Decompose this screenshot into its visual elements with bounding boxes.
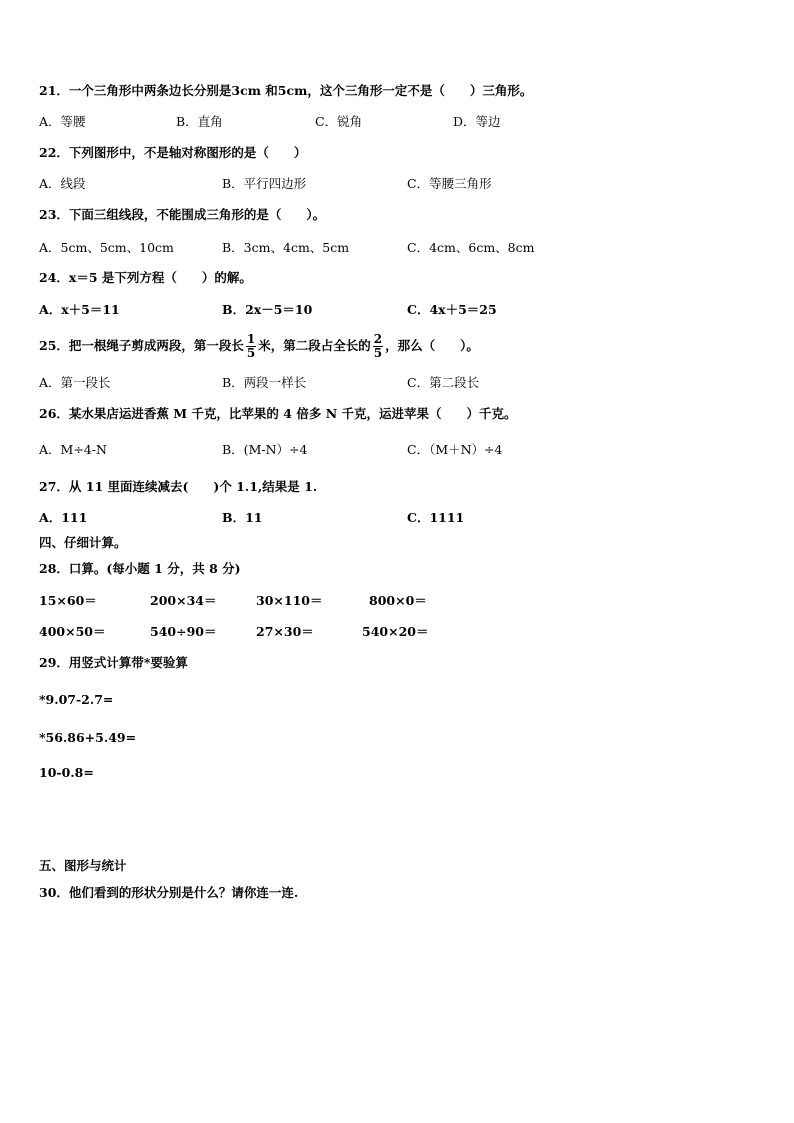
question-24: 24．x＝5 是下列方程（ ）的解。 — [39, 270, 252, 285]
question-24-options — [39, 299, 739, 321]
question-21: 21．一个三角形中两条边长分别是3cm 和5cm，这个三角形一定不是（ ）三角形。 — [39, 83, 533, 98]
option-c[interactable]: C．4x＋5＝25 — [407, 302, 497, 317]
calc-item: 800×0＝ — [369, 593, 427, 608]
option-c[interactable]: C．锐角 — [315, 114, 363, 129]
option-b[interactable]: B．2x－5＝10 — [222, 302, 313, 317]
option-a[interactable]: A．5cm、5cm、10cm — [39, 240, 174, 255]
fraction-denominator: 5 — [246, 346, 256, 360]
option-b[interactable]: B．两段一样长 — [222, 375, 307, 390]
option-d[interactable]: D．等边 — [453, 114, 501, 129]
vertical-calc-item: *56.86+5.49= — [39, 730, 137, 745]
calc-item: 540×20＝ — [362, 624, 429, 639]
vertical-calc-item: 10-0.8= — [39, 765, 94, 780]
option-c[interactable]: C．等腰三角形 — [407, 176, 492, 191]
calc-item: 200×34＝ — [150, 593, 217, 608]
question-28: 28．口算。(每小题 1 分，共 8 分) — [39, 561, 241, 576]
fraction-one-fifth — [246, 333, 256, 360]
question-27: 27．从 11 里面连续减去( )个 1.1,结果是 1. — [39, 479, 318, 494]
calc-item: 15×60＝ — [39, 593, 97, 608]
fraction-denominator: 5 — [373, 346, 383, 360]
option-b[interactable]: B．(M-N）÷4 — [222, 442, 308, 457]
question-30: 30．他们看到的形状分别是什么？请你连一连. — [39, 885, 299, 900]
question-23-options — [39, 237, 739, 259]
option-c[interactable]: C．4cm、6cm、8cm — [407, 240, 535, 255]
option-a[interactable]: A．x＋5＝11 — [39, 302, 120, 317]
option-a[interactable]: A．第一段长 — [39, 375, 111, 390]
mental-math-row-2 — [39, 621, 739, 643]
option-a[interactable]: A．等腰 — [39, 114, 86, 129]
question-27-options — [39, 507, 739, 529]
option-c[interactable]: C．1111 — [407, 510, 465, 525]
calc-item: 30×110＝ — [256, 593, 323, 608]
option-c[interactable]: C．（M＋N）÷4 — [407, 442, 503, 457]
question-25-options — [39, 372, 739, 394]
question-23: 23．下面三组线段，不能围成三角形的是（ ）。 — [39, 207, 326, 222]
question-25-prefix: 25．把一根绳子剪成两段，第一段长 — [39, 338, 244, 353]
question-25-suffix: ，那么（ ）。 — [385, 338, 479, 353]
option-b[interactable]: B．直角 — [176, 114, 223, 129]
calc-item: 27×30＝ — [256, 624, 314, 639]
option-a[interactable]: A．111 — [39, 510, 88, 525]
option-a[interactable]: A．M÷4-N — [39, 442, 107, 457]
option-b[interactable]: B．11 — [222, 510, 263, 525]
question-29: 29．用竖式计算带*要验算 — [39, 655, 188, 670]
fraction-numerator: 2 — [373, 332, 383, 346]
calc-item: 540÷90＝ — [150, 624, 217, 639]
question-26-options — [39, 439, 739, 461]
vertical-calc-item: *9.07-2.7= — [39, 692, 114, 707]
question-22: 22．下列图形中，不是轴对称图形的是（ ） — [39, 145, 307, 160]
question-25 — [39, 328, 479, 364]
calc-item: 400×50＝ — [39, 624, 106, 639]
question-26: 26．某水果店运进香蕉 M 千克，比苹果的 4 倍多 N 千克，运进苹果（ ）千克。 — [39, 406, 517, 421]
question-21-options — [39, 111, 739, 133]
option-c[interactable]: C．第二段长 — [407, 375, 480, 390]
option-b[interactable]: B．3cm、4cm、5cm — [222, 240, 350, 255]
option-a[interactable]: A．线段 — [39, 176, 86, 191]
option-b[interactable]: B．平行四边形 — [222, 176, 307, 191]
question-22-options — [39, 173, 739, 195]
section-4-title: 四、仔细计算。 — [39, 535, 127, 550]
fraction-two-fifths — [373, 333, 383, 360]
section-5-title: 五、图形与统计 — [39, 858, 127, 873]
mental-math-row-1 — [39, 590, 739, 612]
question-25-middle: 米，第二段占全长的 — [258, 338, 371, 353]
fraction-numerator: 1 — [246, 332, 256, 346]
